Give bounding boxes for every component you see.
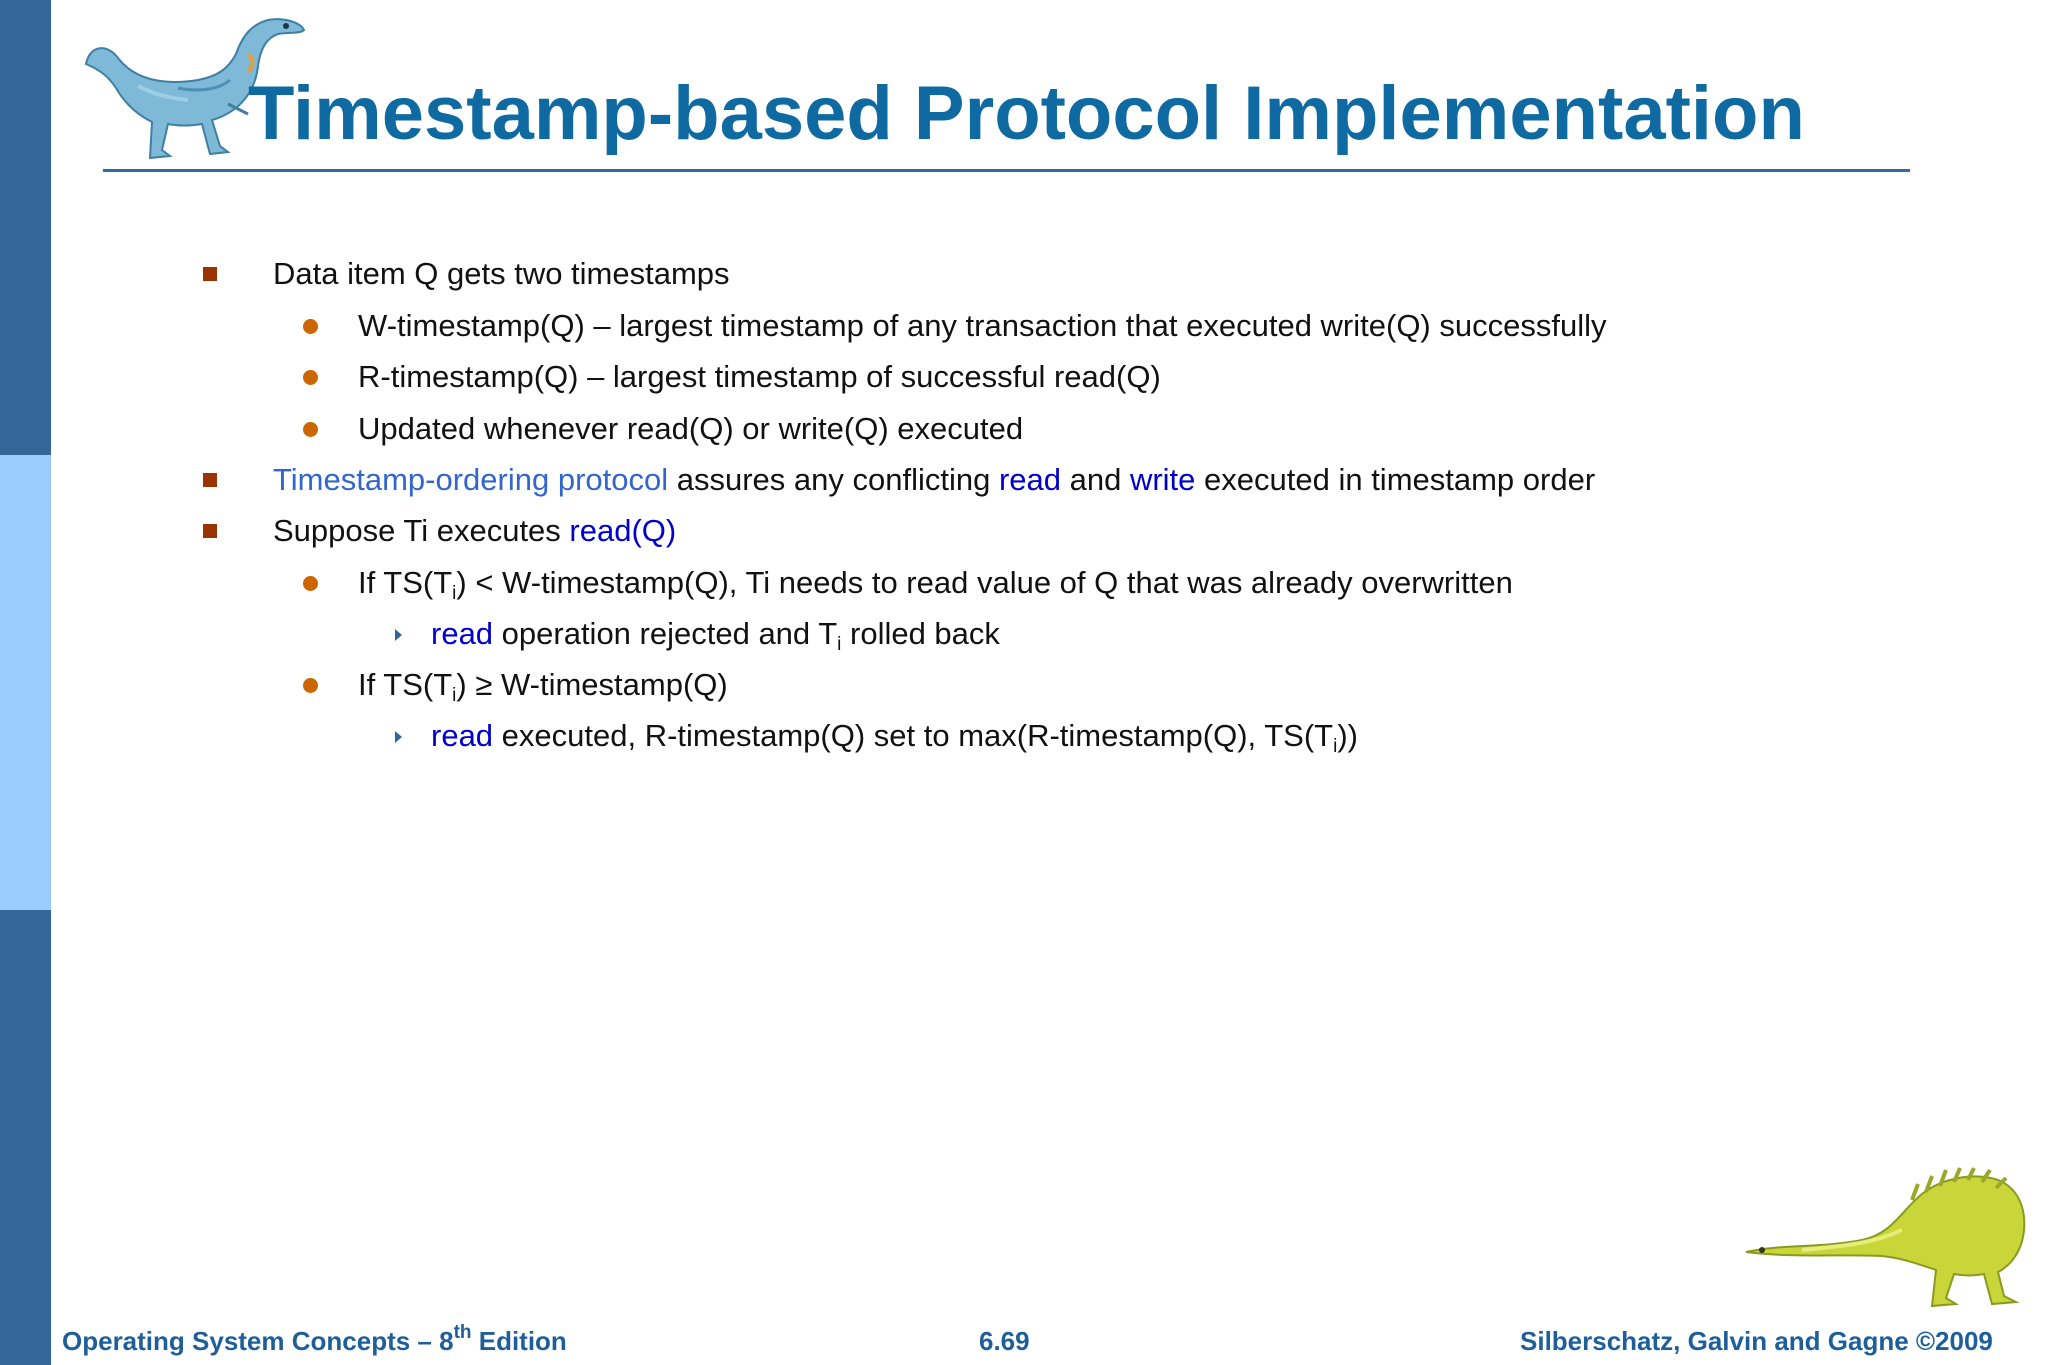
round-bullet-icon [303,576,318,591]
footer-book-title [62,1322,567,1357]
bar-segment-top [0,0,51,455]
arrow-bullet-icon [395,731,402,743]
text-span: and [1061,462,1130,497]
slide-title: Timestamp-based Protocol Implementation [248,71,1805,156]
square-bullet-icon [203,473,217,487]
text-span: operation rejected and T [493,616,838,651]
bullet-text [273,460,1595,500]
subscript: i [837,634,842,655]
bullet-text: Data item Q gets two timestamps [273,256,730,291]
sub-sub-bullet-text [431,716,1358,756]
text-span: If TS(T [358,667,453,702]
round-bullet-icon [303,370,318,385]
sub-bullet-text: R-timestamp(Q) – largest timestamp of successful read(Q) [358,359,1161,394]
text-span: )) [1337,718,1358,753]
sub-bullet-text [358,563,1513,603]
dinosaur-icon [1742,1160,2032,1310]
round-bullet-icon [303,422,318,437]
text-span: ) ≥ W-timestamp(Q) [456,667,728,702]
text-span: Edition [471,1326,567,1356]
square-bullet-icon [203,524,217,538]
left-color-bar [0,0,51,1365]
text-span: rolled back [841,616,1000,651]
bar-segment-middle [0,455,51,910]
footer-page-number: 6.69 [979,1326,1030,1356]
keyword-read: read [431,616,494,651]
subscript: i [452,685,457,706]
sub-bullet-text: W-timestamp(Q) – largest timestamp of any transaction that executed write(Q) successfully [358,308,1607,343]
text-span: ) < W-timestamp(Q), Ti needs to read value of Q that was already overwritten [456,565,1513,600]
text-span: executed in timestamp order [1195,462,1596,497]
subscript: i [452,583,457,604]
text-span: executed, R-timestamp(Q) set to max(R-timestamp(Q), TS(T [493,718,1334,753]
keyword-read: read [431,718,494,753]
round-bullet-icon [303,678,318,693]
round-bullet-icon [303,319,318,334]
arrow-bullet-icon [395,629,402,641]
text-span: Operating System Concepts – 8 [62,1326,454,1356]
sub-bullet-text: Updated whenever read(Q) or write(Q) executed [358,411,1024,446]
square-bullet-icon [203,267,217,281]
superscript: th [453,1322,472,1343]
title-divider [103,169,1910,172]
keyword-read-q: read(Q) [569,513,677,548]
sub-bullet-text [358,665,728,705]
subscript: i [1333,736,1338,757]
bar-segment-bottom [0,910,51,1365]
text-span: Suppose Ti executes [273,513,570,548]
sub-sub-bullet-text [431,614,1000,654]
footer-copyright: Silberschatz, Galvin and Gagne ©2009 [1520,1326,1993,1356]
bullet-text [273,511,676,551]
keyword-read: read [998,462,1061,497]
term-highlight: Timestamp-ordering protocol [273,462,669,497]
text-span: If TS(T [358,565,453,600]
text-span: assures any conflicting [668,462,999,497]
keyword-write: write [1129,462,1196,497]
